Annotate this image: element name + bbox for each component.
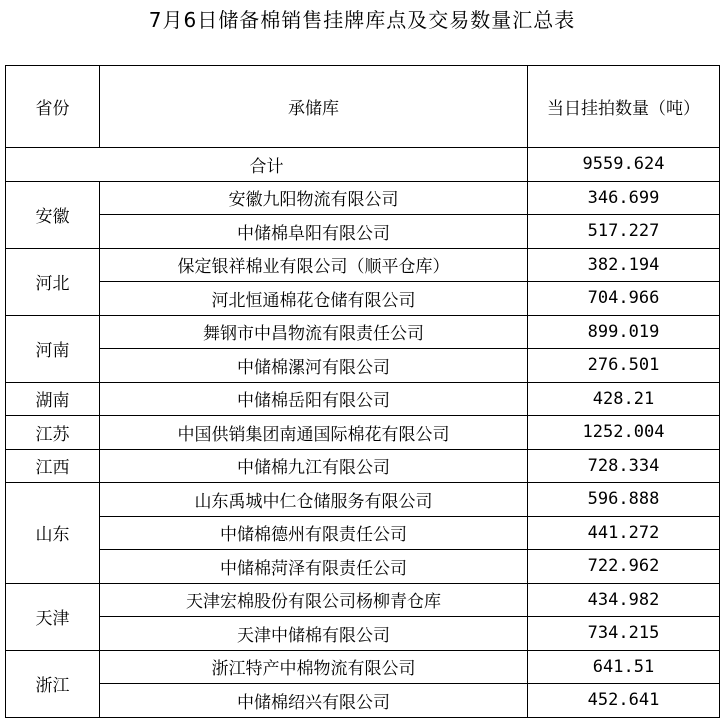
header-province: 省份 xyxy=(6,66,100,148)
quantity-cell: 641.51 xyxy=(528,650,720,684)
warehouse-cell: 中储棉阜阳有限公司 xyxy=(100,215,528,249)
table-row xyxy=(6,583,720,617)
quantity-cell: 596.888 xyxy=(528,483,720,517)
province-cell: 河南 xyxy=(6,315,100,382)
total-label: 合计 xyxy=(6,148,528,182)
table-row xyxy=(6,617,720,651)
warehouse-cell: 天津中储棉有限公司 xyxy=(100,617,528,651)
warehouse-cell: 中国供销集团南通国际棉花有限公司 xyxy=(100,416,528,450)
table-row xyxy=(6,449,720,483)
province-cell: 湖南 xyxy=(6,382,100,416)
table-row xyxy=(6,181,720,215)
table-row xyxy=(6,248,720,282)
table-row xyxy=(6,382,720,416)
table-row xyxy=(6,516,720,550)
warehouse-cell: 中储棉九江有限公司 xyxy=(100,449,528,483)
quantity-cell: 899.019 xyxy=(528,315,720,349)
warehouse-cell: 山东禹城中仁仓储服务有限公司 xyxy=(100,483,528,517)
warehouse-cell: 浙江特产中棉物流有限公司 xyxy=(100,650,528,684)
warehouse-cell: 舞钢市中昌物流有限责任公司 xyxy=(100,315,528,349)
table-row xyxy=(6,550,720,584)
quantity-cell: 1252.004 xyxy=(528,416,720,450)
quantity-cell: 382.194 xyxy=(528,248,720,282)
province-cell: 江西 xyxy=(6,449,100,483)
quantity-cell: 722.962 xyxy=(528,550,720,584)
province-cell: 山东 xyxy=(6,483,100,584)
province-cell: 天津 xyxy=(6,583,100,650)
warehouse-cell: 中储棉德州有限责任公司 xyxy=(100,516,528,550)
province-cell: 河北 xyxy=(6,248,100,315)
table-row xyxy=(6,215,720,249)
quantity-cell: 704.966 xyxy=(528,282,720,316)
quantity-cell: 734.215 xyxy=(528,617,720,651)
total-value: 9559.624 xyxy=(528,148,720,182)
warehouse-cell: 安徽九阳物流有限公司 xyxy=(100,181,528,215)
header-warehouse: 承储库 xyxy=(100,66,528,148)
warehouse-cell: 天津宏棉股份有限公司杨柳青仓库 xyxy=(100,583,528,617)
header-quantity: 当日挂拍数量（吨） xyxy=(528,66,720,148)
quantity-cell: 428.21 xyxy=(528,382,720,416)
table-row xyxy=(6,282,720,316)
quantity-cell: 434.982 xyxy=(528,583,720,617)
table-row xyxy=(6,483,720,517)
warehouse-cell: 中储棉菏泽有限责任公司 xyxy=(100,550,528,584)
warehouse-cell: 保定银祥棉业有限公司（顺平仓库） xyxy=(100,248,528,282)
quantity-cell: 452.641 xyxy=(528,684,720,718)
table-row xyxy=(6,416,720,450)
table-row xyxy=(6,684,720,718)
table-body xyxy=(6,66,720,718)
table-row xyxy=(6,315,720,349)
header-row xyxy=(6,66,720,148)
province-cell: 浙江 xyxy=(6,650,100,717)
warehouse-cell: 中储棉岳阳有限公司 xyxy=(100,382,528,416)
quantity-cell: 346.699 xyxy=(528,181,720,215)
warehouse-cell: 中储棉漯河有限公司 xyxy=(100,349,528,383)
table-row xyxy=(6,349,720,383)
total-row xyxy=(6,148,720,182)
table-row xyxy=(6,650,720,684)
quantity-cell: 276.501 xyxy=(528,349,720,383)
province-cell: 江苏 xyxy=(6,416,100,450)
warehouse-cell: 中储棉绍兴有限公司 xyxy=(100,684,528,718)
quantity-cell: 728.334 xyxy=(528,449,720,483)
quantity-cell: 517.227 xyxy=(528,215,720,249)
page-title: 7月6日储备棉销售挂牌库点及交易数量汇总表 xyxy=(148,8,576,32)
summary-table xyxy=(5,65,720,718)
warehouse-cell: 河北恒通棉花仓储有限公司 xyxy=(100,282,528,316)
quantity-cell: 441.272 xyxy=(528,516,720,550)
province-cell: 安徽 xyxy=(6,181,100,248)
